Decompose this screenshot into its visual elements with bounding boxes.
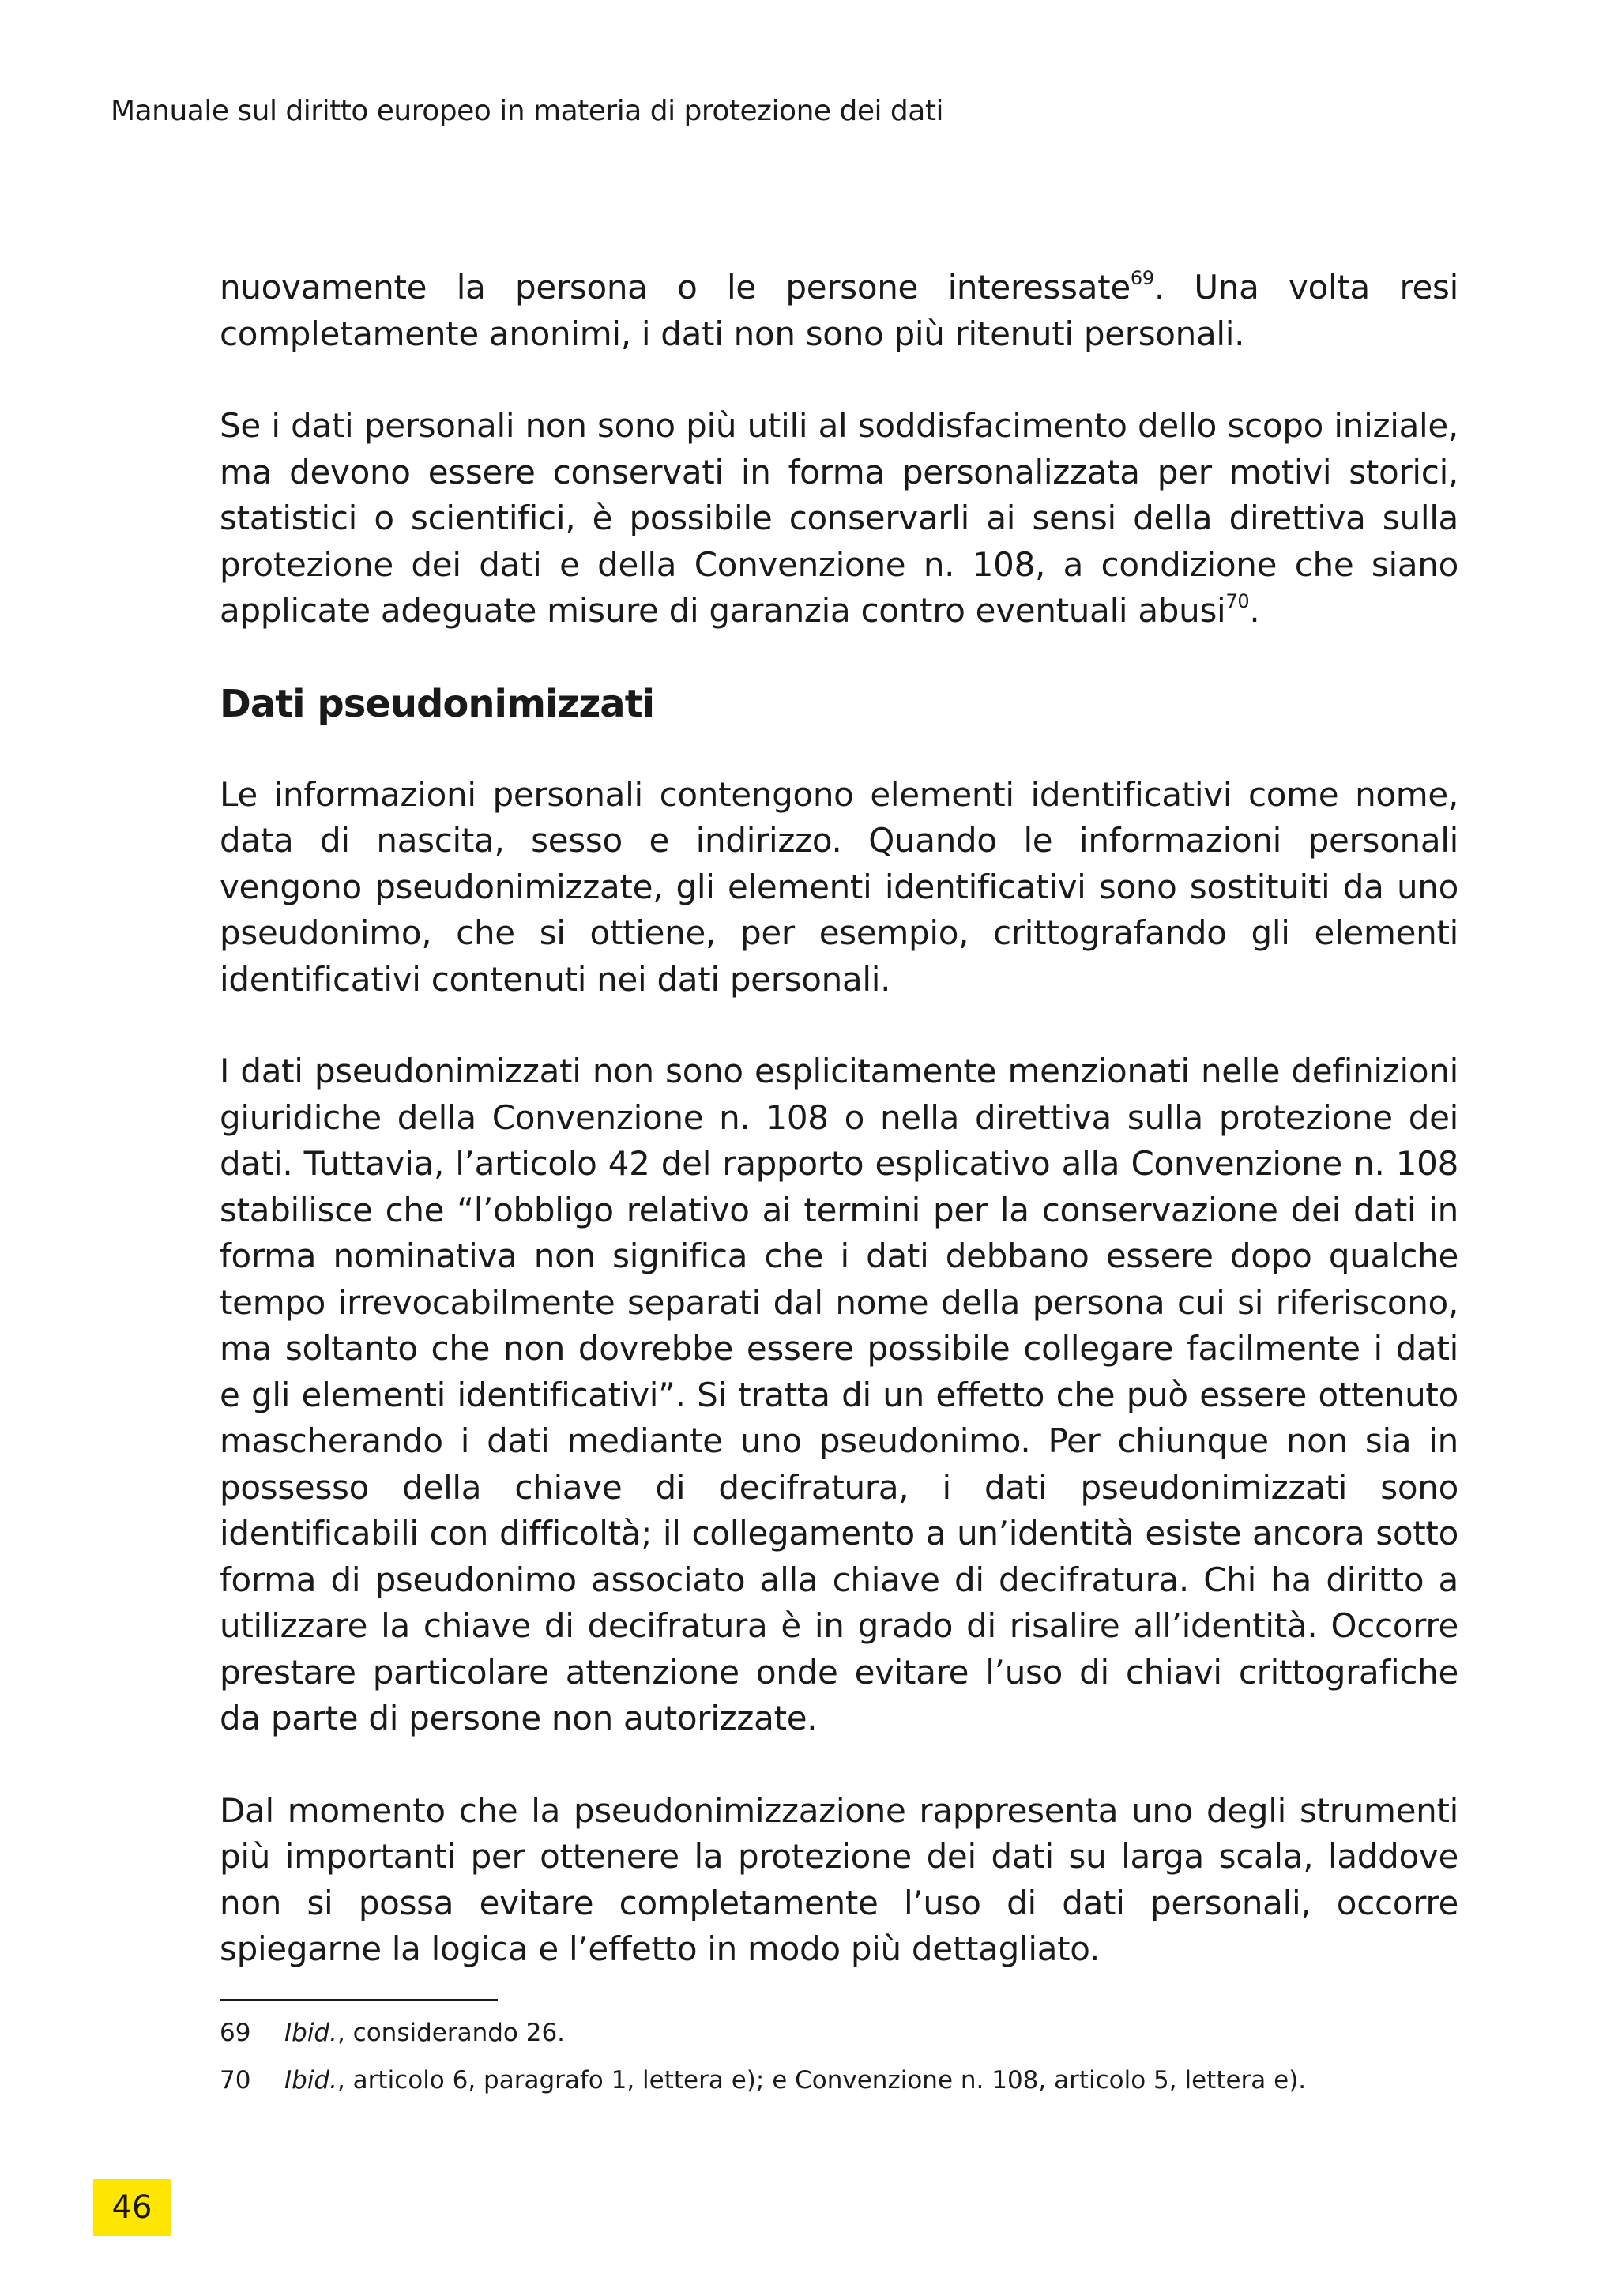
footnote-number: 69 (220, 2019, 251, 2047)
page-number-badge: 46 (93, 2179, 171, 2236)
footnote-number: 70 (220, 2066, 251, 2095)
footnotes (220, 2016, 1458, 2111)
paragraph-5: Dal momento che la pseudonimizzazione rappresenta uno degli strumenti più importanti per ottenere la protezione dei dati su larga scala, laddove non si possa evitare completamente l’uso di dati personali, occorre spiegarne la logica e l’effetto in modo più dettagliato. (220, 1790, 1458, 1968)
paragraph-4: I dati pseudonimizzati non sono esplicitamente menzionati nelle definizioni giuridiche della Convenzione n. 108 o nella direttiva sulla protezione dei dati. Tuttavia, l’articolo 42 del rapporto esplicativo alla Convenzione n. 108 stabilisce che “l’obbligo relativo ai termini per la conservazione dei dati in forma nominativa non significa che i dati debbano essere dopo qualche tempo irrevocabilmente separati dal nome della persona cui si riferiscono, ma soltanto che non dovrebbe essere possibile collegare facilmente i dati e gli elementi identificativi”. Si tratta di un effetto che può essere ottenuto mascherando i dati mediante uno pseudonimo. Per chiunque non sia in possesso della chiave di decifratura, i dati pseudonimizzati sono identificabili con difficoltà; il collegamento a un’identità esiste ancora sotto forma di pseudonimo associato alla chiave di decifratura. Chi ha diritto a utilizzare la chiave di decifratura è in grado di risalire all’identità. Occorre prestare particolare attenzione onde evitare l’uso di chiavi crittografiche da parte di persone non autorizzate. (220, 1052, 1458, 1737)
paragraph-2-text: Se i dati personali non sono più utili al soddisfacimento dello scopo iniziale, ma devono essere conservati in forma personalizzata per motivi storici, statistici o scientifici, è possibile conservarli ai sensi della direttiva sulla protezione dei dati e della Convenzione n. 108, a condizione che siano applicate adeguate misure di garanzia contro eventuali abusi (220, 406, 1458, 630)
footnote-ref-70[interactable]: 70 (1225, 590, 1250, 612)
running-header: Manuale sul diritto europeo in materia di protezione dei dati (111, 95, 943, 127)
footnote-italic: Ibid. (284, 2066, 337, 2095)
paragraph-1-text-end: . Una volta resi completamente anonimi, i dati non sono più ritenuti personali. (220, 268, 1458, 353)
paragraph-3: Le informazioni personali contengono elementi identificativi come nome, data di nascita, sesso e indirizzo. Quando le informazioni personali vengono pseudonimizzate, gli elementi identificativi sono sostituiti da uno pseudonimo, che si ottiene, per esempio, crittografando gli elementi identificativi contenuti nei dati personali. (220, 774, 1458, 999)
footnote-70 (220, 2064, 1458, 2097)
paragraph-1 (220, 265, 1458, 357)
footnote-69 (220, 2016, 1458, 2049)
footnote-body: , articolo 6, paragrafo 1, lettera e); e Convenzione n. 108, articolo 5, lettera e). (337, 2066, 1307, 2095)
paragraph-2-text-end: . (1249, 591, 1260, 630)
footnote-italic: Ibid. (284, 2019, 337, 2047)
footnote-text (284, 2064, 1306, 2097)
footnote-text (284, 2016, 565, 2049)
footnote-ref-69[interactable]: 69 (1130, 267, 1154, 289)
footnote-divider (220, 1999, 498, 2001)
paragraph-2 (220, 403, 1458, 634)
paragraph-1-text: nuovamente la persona o le persone interessate (220, 268, 1131, 307)
footnote-body: , considerando 26. (337, 2019, 566, 2047)
main-content (220, 265, 1458, 2019)
section-heading: Dati pseudonimizzati (220, 681, 655, 726)
